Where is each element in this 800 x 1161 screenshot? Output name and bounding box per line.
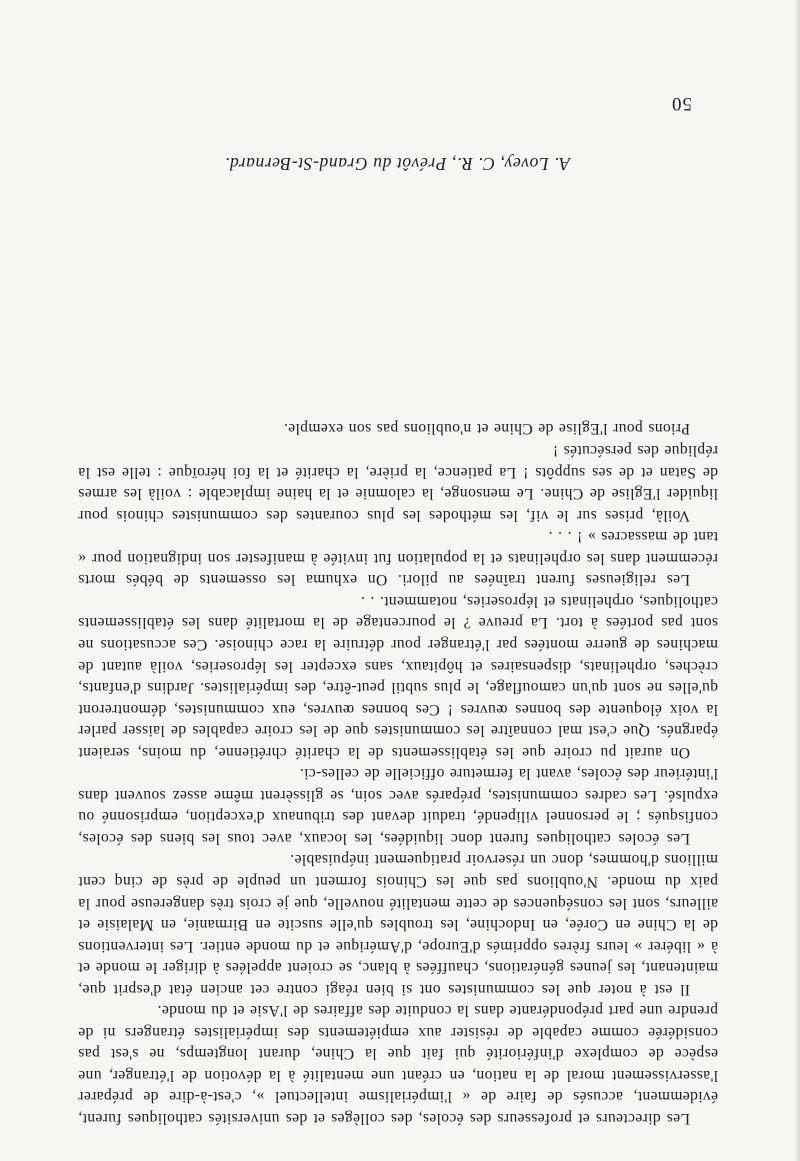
paragraph: On aurait pu croire que les établissements de la charité chrétienne, du moins, seraient épargnés. Que c'est mal connaître les communistes que de les croire capables de laisser parler la voix éloquente des bonnes œuvres ! Ces bonnes œuvres, eux communistes, démontreront qu'elles ne sont qu'un camouflage, le plus subtil peut-être, des impérialistes. Jardins d'enfants, crèches, orphelinats, dispensaires et hôpitaux, sans excepter les léproseries, voilà autant de machines de guerre montées par l'étranger pour détruire la race chinoise. Ces accusations ne sont pas portées à tort. La preuve ? le pourcentage de la mortalité dans les établissements catholiques, orphelinats et léproseries, notamment. . . [78, 592, 718, 761]
paragraph: Les écoles catholiques furent donc liquidées, les locaux, avec tous les biens des écoles, confisqués ; le personnel vilipendé, traduit devant des tribunaux d'exception, emprisonné ou expulsé. Les cadres communistes, préparés avec soin, se glissèrent même assez souvent dans l'intérieur des écoles, avant la fermeture officielle de celles-ci. [78, 765, 718, 847]
paragraph: Prions pour l'Eglise de Chine et n'oublions pas son exemple. [283, 420, 690, 438]
author-signature: A. Lovey, C. R., Prévôt du Grand-St-Bernard. [224, 154, 570, 174]
paragraph: Voilà, prises sur le vif, les méthodes les plus courantes des communistes chinois pour liquider l'Eglise de Chine. Le mensonge, la calomnie et la haine implacable : voilà les armes de Satan et de ses suppôts ! La patience, la prière, la charité et la foi héroïque : telle est la réplique des persécutés ! [78, 442, 718, 524]
paragraph: Les directeurs et professeurs des écoles, des collèges et des universités catholiques furent, évidemment, accusés de faire de « l'impérialisme intellectuel », c'est-à-dire de préparer l'asservissement moral de la nation, en créant une mentalité à la dévotion de l'étranger, une espèce de complexe d'infériorité qui fait que la Chine, durant longtemps, ne s'est pas considérée comme capable de résister aux empiétements des impérialistes étrangers ni de prendre une part prépondérante dans la conduite des affaires de l'Asie et du monde. [78, 1002, 718, 1127]
scan-edge-shadow [794, 0, 800, 1161]
paragraph: Les religieuses furent traînées au pilori. On exhuma les ossements de bébés morts récemment dans les orphelinats et la population fut invitée à manifester son indignation pour « tant de massacres » ! . . . [78, 528, 718, 589]
article-body [78, 418, 718, 1129]
paragraph: Il est à noter que les communistes ont si bien réagi contre cet ancien état d'esprit que, maintenant, les jeunes générations, chauffées à blanc, se croient appelées à diriger le monde et à « libérer » leurs frères opprimés d'Europe, d'Amérique et du monde entier. Les interventions de la Chine en Corée, en Indochine, les troubles qu'elle suscite en Birmanie, en Malaisie et ailleurs, sont les conséquences de cette mentalité nouvelle, que je crois très dangereuse pour la paix du monde. N'oublions pas que les Chinois forment un peuple de près de cinq cent millions d'hommes, donc un réservoir pratiquement inépuisable. [78, 851, 718, 998]
page-number: 50 [671, 93, 692, 114]
